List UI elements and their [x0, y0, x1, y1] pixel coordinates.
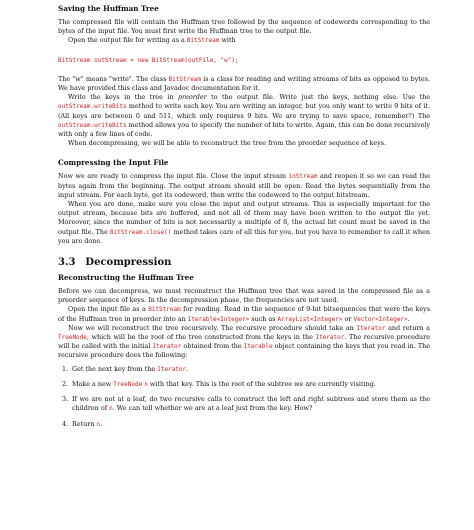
inline-code: Iterator — [356, 324, 386, 332]
inline-code: Iterator — [152, 343, 182, 351]
paragraph: Open the input file as a BitStream for reading. Read in the sequence of 9-bit bitsequences that were the keys of the Huffman tree in preorder into an Iterable<Integer> such as ArrayList<Integer> or Vector<Integer>. — [58, 305, 431, 323]
list-item: 1. Get the next key from the Iterator. — [62, 364, 189, 373]
inline-code: BitStream — [186, 37, 220, 45]
inline-code: outStream.writeBits — [58, 121, 127, 129]
paragraph: Write the keys in the tree in preorder to the output file. Write just the keys, nothing else. Use the outStream.writeBits method to write each key. You are writing an integer, but you only want to write 9 bits of it. (All keys are between 0 and 511, which only requires 9 bits. We are trying to save space, remember?) The outStream.writeBits method allows you to specify the number of bits to write. Again, this can be done recursively with only a few lines of code. — [58, 93, 431, 139]
inline-code: n — [144, 380, 148, 388]
emphasis: preorder — [177, 93, 207, 102]
inline-code: Vector<Integer> — [353, 315, 408, 323]
inline-code: ArrayList<Integer> — [277, 315, 343, 323]
list-item: 3. If we are not at a leaf, do two recursive calls to construct the left and right subtrees and store them as the children of n. We can tell whether we are at a leaf just from the key. How? — [62, 395, 430, 413]
list-item: 4. Return n. — [62, 419, 103, 428]
section-heading-saving-tree: Saving the Huffman Tree — [58, 4, 159, 13]
paragraph: The compressed file will contain the Huffman tree followed by the sequence of codewords corresponding to the bytes of the input file. You must first write the Huffman tree to the output file. — [58, 18, 430, 36]
paragraph: When decompressing, we will be able to reconstruct the tree from the preorder sequence of keys. — [68, 139, 387, 148]
inline-code: BitStream — [168, 75, 202, 83]
list-item: 2. Make a new TreeNode n with that key. This is the root of the subtree we are currently visiting. — [62, 379, 376, 388]
inline-code: TreeNode — [58, 334, 87, 342]
inline-code: Iterator — [315, 334, 345, 342]
paragraph: Now we will reconstruct the tree recursively. The recursive procedure should take an Iterator and return a TreeNode, which will be the root of the tree constructed from the keys in the Iterator. The recursive procedure will be called with the initial Iterator obtained from the Iterable object containing the keys that you read in. The recursive procedure does the following: — [58, 323, 430, 360]
procedure-steps-list — [58, 365, 430, 429]
code-line: BitStream outStream = new BitStream(outFile, "w"); — [58, 56, 239, 64]
inline-code: Iterable<Integer> — [187, 315, 250, 323]
paragraph: When you are done, make sure you close the input and output streams. This is especially important for the output stream, because bits are buffered, and not all of them may have been written to the output file yet. Moreover, since the number of bits is not necessarily a multiple of 8, the actual bit count must be saved in the output file. The BitStream.close() method takes care of all this for you, but you have to remember to call it when you are done. — [58, 200, 431, 245]
inline-code: Iterator — [157, 365, 187, 373]
paragraph: Open the output file for writing as a BitStream with — [68, 36, 236, 45]
inline-code: n — [109, 405, 113, 413]
inline-code: TreeNode — [113, 380, 143, 388]
section-heading-reconstructing: Reconstructing the Huffman Tree — [58, 273, 194, 283]
section-heading-compressing: Compressing the Input File — [58, 158, 169, 168]
paragraph: Before we can decompress, we must reconstruct the Huffman tree that was saved in the compressed file as a preorder sequence of keys. In the decompression phase, the frequencies are not used. — [58, 287, 430, 305]
paragraph: The "w" means "write". The class BitStream is a class for reading and writing streams of bits as opposed to bytes. We have provided this class and Javadoc documentation for it. — [58, 74, 430, 93]
inline-code: BitStream — [148, 306, 181, 314]
inline-code: n — [96, 420, 101, 428]
inline-code: inStream — [288, 173, 318, 181]
section-title: Decompression — [85, 257, 172, 269]
inline-code: BitStream.close() — [109, 228, 172, 236]
inline-code: Iterable — [243, 343, 273, 351]
inline-code: outStream.writeBits — [58, 103, 127, 111]
paragraph: Now we are ready to compress the input file. Close the input stream inStream and reopen it so we can read the bytes again from the beginning. The output stream should still be open. Read the bytes sequentially from the input stream. For each byte, get its codeword, then write the codeword to the output bitstream. — [58, 172, 430, 199]
section-number: 3.3 — [58, 257, 76, 269]
subsection-heading-decompression — [58, 256, 430, 269]
